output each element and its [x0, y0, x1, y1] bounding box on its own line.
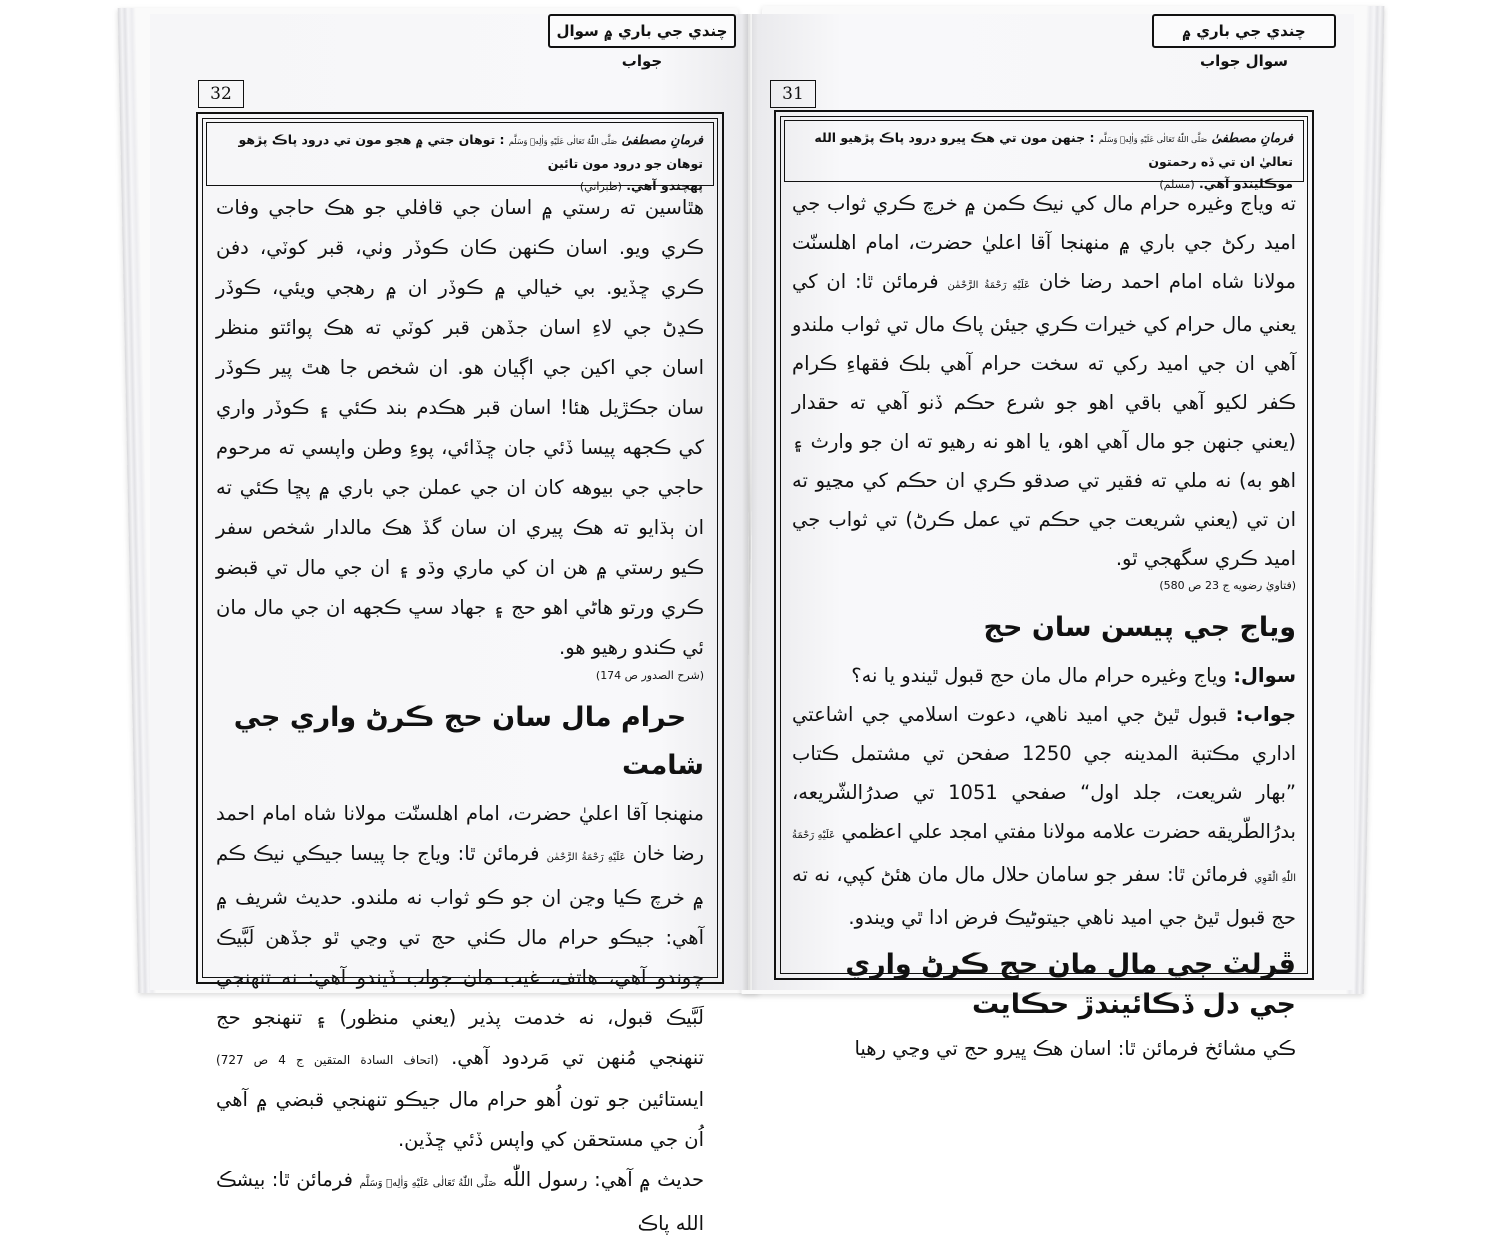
page-number: 32	[198, 80, 244, 108]
left-page	[150, 14, 748, 1235]
section-heading: حرام مال سان حج ڪرڻ واري جي شامت	[233, 702, 704, 781]
paragraph-text: فرمائن ٿا: وياج جا پيسا جيڪي نيڪ ڪم ۾ خرچ ڪيا وڃن ان جو ڪو ثواب نه ملندو. حديث شريف ۾ آهي: جيڪو حرام مال ڪٺي حج تي وڃي ٿو جڏهن لَبَّيڪ چوندو آهي، هاتف، غيب مان جواب ڏيندو آهي: نه تنهنجي لَبَّيڪ قبول، نه خدمت پذير (يعني منظور) ۽ تنهنجو حج تنهنجي مُنهن تي مَردود آهي.	[216, 842, 705, 1069]
honorific: عَلَيْهِ رَحْمَةُ اللّٰهِ الْقَوِي	[792, 830, 1297, 884]
book-spine	[742, 14, 758, 990]
paragraph: هٿاسين ته رستي ۾ اسان جي قافلي جو هڪ حاجي وفات ڪري ويو. اسان ڪنهن ڪان ڪوڏر وٺي، قبر کوٽي، دفن ڪري ڇڏيو. بي خيالي ۾ ڪوڏر ان ۾ رهجي ويئي، ڪوڏر ڪڍڻ جي لاءِ اسان جڏهن قبر کوٽي ته هڪ پوائتو منظر اسان جي اکين جي اڳيان هو. ان شخص جا هٿ پير ڪوڏر سان جڪڙيل هئا! اسان قبر هڪدم بند ڪئي ۽ ڪوڏر واري کي ڪجهه پيسا ڏئي جان ڇڏائي، پوءِ وطن واپسي ته مرحوم حاجي جي بيوهه کان ان جي عملن جي باري ۾ پڇا ڪئي ته ان ٻڌايو ته هڪ پيري ان سان گڏ هڪ مالدار شخص سفر ڪيو رستي ۾ هن ان کي ماري وڌو ۽ ان جي مال تي قبضو ڪري ورتو هاڻي اهو حج ۽ جهاد سڀ ڪجهه ان جي مال مان ئي ڪندو رهيو هو.	[216, 196, 704, 659]
hadith-text-2: پهچندو آهي.	[626, 178, 703, 193]
hadith-prefix: فرمانِ مصطفیٰ	[621, 132, 703, 147]
answer	[792, 695, 1296, 937]
paragraph-text: فرمائن ٿا: ان کي يعني مال حرام کي خيرات ڪري جيئن پاڪ مال تي ثواب ملندو آهي ان جي اميد رکي ته سخت حرام آهي بلڪ فقهاءِ ڪرام ڪفر لکيو آهي باقي اهو جو شرع حڪم ڏنو آهي ته حقدار (يعني جنهن جو مال آهي اهو، يا اهو نه رهيو ته ان جو وارث ۽ اهو به) نه ملي ته فقير تي صدقو ڪري ان حڪم کي مڃيو ته ان تي (يعني شريعت جي حڪم تي عمل ڪرڻ) تي ثواب جي اميد ڪري سگهجي ٿو.	[792, 270, 1296, 570]
honorific: صَلَّى اللّٰهُ تَعَالٰى عَلَيْهِ وَاٰلِهٖ وَسَلَّم	[359, 1178, 497, 1189]
paragraph	[792, 184, 1296, 578]
hadith-reference: (طبراني)	[579, 180, 622, 193]
right-page	[752, 14, 1354, 1060]
question-text: وياج وغيره حرام مال مان حج قبول ٿيندو يا نه؟	[851, 664, 1227, 687]
hadith-text: : توهان جتي ۾ هجو مون تي درود پاڪ پڙهو توهان جو درود مون تائين	[238, 132, 703, 171]
answer-label: جواب:	[1235, 703, 1296, 726]
left-page-body	[216, 188, 704, 1244]
hadith-prefix: فرمانِ مصطفیٰ	[1211, 130, 1293, 145]
page-number: 31	[770, 80, 816, 108]
answer-text: قبول ٿيڻ جي اميد ناهي، دعوت اسلامي جي اشاعتي اداري مڪتبة المدينه جي 1250 صفحن تي مشتمل ڪتاب ”بهار شريعت، جلد اول“ صفحي 1051 تي صدرُالشّريعه، بدرُالطّريقه حضرت علامه مولانا مفتي امجد علي اعظمي	[792, 703, 1297, 843]
paragraph: ڪي مشائخ فرمائن ٿا: اسان هڪ ڀيرو حج تي وڃي رهيا	[854, 1037, 1296, 1060]
paragraph-text: حديث ۾ آهي: رسول اللّٰه	[502, 1168, 704, 1191]
answer-text: فرمائن ٿا: سفر جو سامان حلال مال مان هئڻ کپي، نه ته حج قبول ٿيڻ جي اميد ناهي جيتوڻيڪ فرض ادا ٿي ويندو.	[792, 863, 1296, 929]
paragraph-text: فرمائن ٿا: بيشڪ الله پاڪ	[216, 1168, 704, 1235]
right-page-body	[792, 184, 1296, 1068]
honorific: عَلَيْهِ رَحْمَةُ الرَّحْمٰن	[947, 280, 1031, 291]
honorific: عَلَيْهِ رَحْمَةُ الرَّحْمٰن	[546, 852, 626, 863]
section-heading: وياج جي پيسن سان حج	[983, 612, 1296, 643]
hadith-text-2: موڪليندو آهي.	[1199, 176, 1293, 191]
hadith-box	[206, 122, 714, 193]
heading-line-2: جي دل ڏڪائيندڙ حڪايت	[971, 989, 1296, 1020]
question	[792, 656, 1296, 695]
honorific: صَلَّى اللّٰهُ تَعَالٰى عَلَيْهِ وَاٰلِهٖ وَسَلَّم	[1098, 135, 1208, 144]
paragraph-text: ايستائين جو تون اُهو حرام مال جيڪو تنهنجي قبضي ۾ آهي اُن جي مستحقن کي واپس ڏئي ڇڏين.	[216, 1088, 704, 1151]
question-label: سوال:	[1233, 664, 1296, 687]
reference: (اتحاف السادة المتقين ج 4 ص 727)	[216, 1053, 439, 1067]
paragraph-text: منهنجا آقا اعليٰ حضرت، امام اهلسنّت مولانا شاه امام احمد رضا خان	[216, 802, 704, 865]
hadith-text: : جنهن مون تي هڪ ڀيرو درود پاڪ پڙهيو الله تعاليٰ ان تي ڏه رحمتون	[814, 130, 1293, 169]
hadith-box	[784, 120, 1304, 191]
section-heading	[792, 945, 1296, 1025]
reference: (فتاويٰ رضويه ج 23 ص 580)	[1159, 579, 1296, 592]
reference: (شرح الصدور ص 174)	[595, 669, 704, 682]
paragraph	[216, 1160, 704, 1244]
honorific: صَلَّى اللّٰهُ تَعَالٰى عَلَيْهِ وَاٰلِهٖ وَسَلَّم	[508, 137, 618, 146]
running-title: چندي جي باري ۾ سوال جواب	[548, 14, 736, 48]
paragraph-text: ته وياج وغيره حرام مال کي نيڪ ڪمن ۾ خرچ ڪري ثواب جي اميد رکڻ جي باري ۾ منهنجا آقا اعليٰ حضرت، امام اهلسنّت مولانا شاه امام احمد رضا خان	[792, 192, 1297, 293]
hadith-reference: (مسلم)	[1159, 178, 1195, 191]
heading-line-1: ڦرلٽ جي مال مان حج ڪرڻ واري	[845, 949, 1296, 980]
paragraph	[216, 794, 704, 1160]
running-title: چندي جي باري ۾ سوال جواب	[1152, 14, 1336, 48]
